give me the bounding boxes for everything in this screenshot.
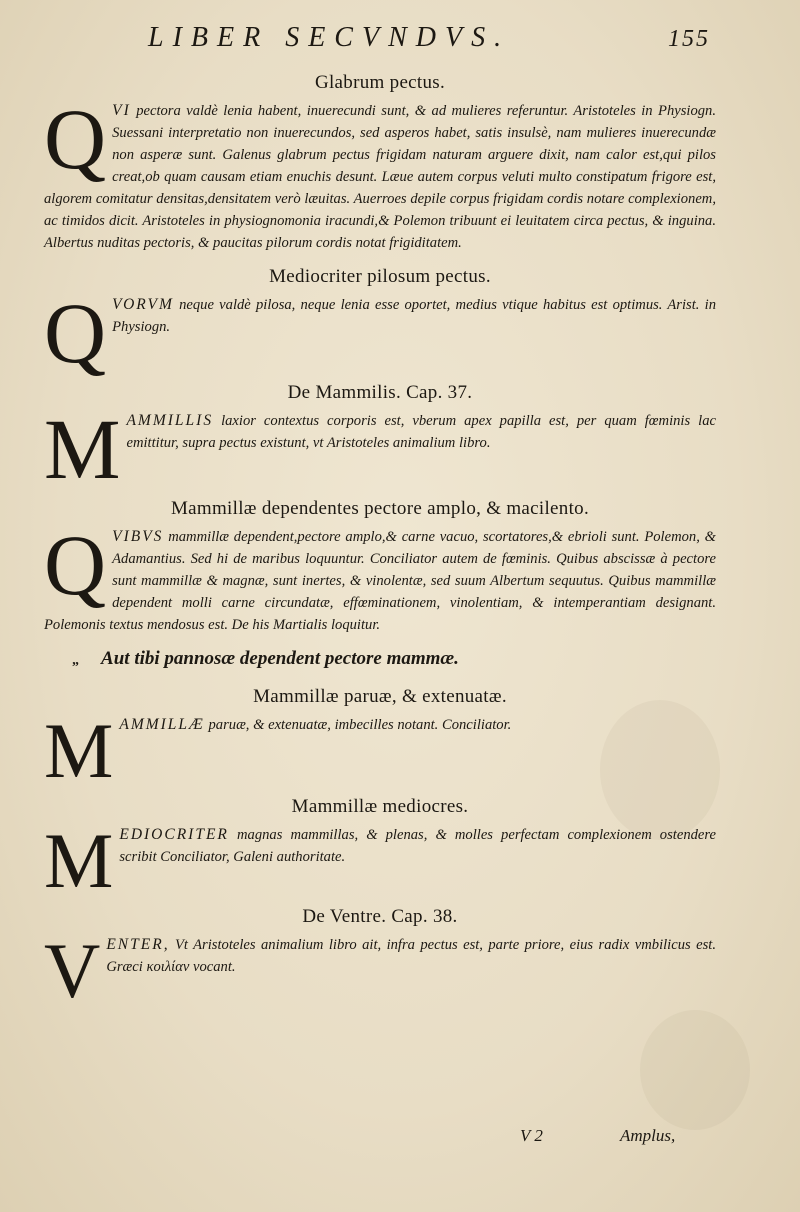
signature-mark: V 2 xyxy=(520,1126,543,1145)
paragraph-lead: VI xyxy=(112,102,131,119)
paragraph-text: Vt Aristoteles animalium libro ait, infra pectus est, parte priore, eius radix vmbilicus est. Græci κοιλίαν vocant. xyxy=(106,937,716,975)
quote-text: Aut tibi pannosæ dependent pectore mammæ. xyxy=(101,648,459,669)
paragraph-text: magnas mammillas, & plenas, & molles perfectam complexionem ostendere scribit Conciliator, Galeni authoritate. xyxy=(119,827,717,865)
page-footer xyxy=(0,1126,800,1156)
quote-mark: „ xyxy=(72,653,79,668)
paragraph-text: paruæ, & extenuatæ, imbecilles notant. Conciliator. xyxy=(208,717,512,733)
paragraph-text: laxior contextus corporis est, vberum apex papilla est, per quam fœminis lac emittitur, supra pectus existunt, vt Aristoteles animalium libro. xyxy=(126,413,716,451)
section-heading: Glabrum pectus. xyxy=(314,72,446,93)
chapter-heading: De Mammilis. Cap. 37. xyxy=(287,382,473,403)
paragraph xyxy=(44,517,716,636)
section-heading: Mediocriter pilosum pectus. xyxy=(269,266,491,287)
paragraph xyxy=(44,707,716,794)
paragraph-lead: AMMILLÆ xyxy=(119,716,205,733)
section-heading: Mammillæ mediocres. xyxy=(291,796,469,817)
drop-capital: V xyxy=(44,927,101,1014)
running-title: LIBER SECVNDVS. xyxy=(148,22,511,53)
paragraph-lead: VIBVS xyxy=(112,528,164,545)
drop-capital: Q xyxy=(44,91,107,187)
paragraph xyxy=(44,817,717,904)
paragraph-lead: VORVM xyxy=(112,296,174,313)
paragraph xyxy=(44,91,716,254)
catchword: Amplus, xyxy=(620,1126,676,1145)
paragraph-lead: ENTER, xyxy=(106,936,170,953)
running-head xyxy=(0,22,800,56)
paragraph-lead: AMMILLIS xyxy=(126,412,214,429)
drop-capital: Q xyxy=(44,285,107,381)
drop-capital: M xyxy=(44,401,121,497)
verse-quotation xyxy=(72,648,716,670)
paragraph-lead: EDIOCRITER xyxy=(119,826,229,843)
paragraph-text: neque valdè pilosa, neque lenia esse oportet, medius vtique habitus est optimus. Arist. in Physiogn. xyxy=(112,297,716,335)
page-number: 155 xyxy=(668,26,710,52)
main-text xyxy=(44,64,716,1016)
section-heading: Mammillæ dependentes pectore amplo, & macilento. xyxy=(170,498,590,519)
paragraph-text: pectora valdè lenia habent, inuerecundi sunt, & ad mulieres referuntur. Aristoteles in Physiogn. Suessani interpretatio non inuerecundos, sed asperos habet, satis insulsè, nam mulieres inuerecundæ non asperæ sunt. Galenus glabrum pectus frigidam naturam arguere dixit, nam calor est,qui pilos creat,ob quam causam etiam enuchis desunt. Læue autem corpus veluti multo constipatum frigore est, algorem comitatur densitas,densitatem verò læuitas. Auerroes depile corpus frigidam cordis notare complexionem, ac timidos dicit. Aristoteles in physiognomonia iracundi,& Polemon tribuunt ei leuitatem circa pectus, & inguina. Albertus nuditas pectoris, & paucitas pilorum cordis notat frigiditatem. xyxy=(44,103,716,251)
paragraph-text: mammillæ dependent,pectore amplo,& carne vacuo, scortatores,& ebrioli sunt. Polemon, & Adamantius. Sed hi de maribus loquuntur. Conciliator autem de fœminis. Quibus abscissæ à pectore sunt mammillæ & magnæ, sunt inertes, & vinolentæ, sed suum Albertum sequutus. Quibus mammillæ dependent molli carne circundatæ, effœminationem, vinolentiam, & intemperantiam designant. Polemonis textus mendosus est. De his Martialis loquitur. xyxy=(44,529,716,633)
drop-capital: M xyxy=(44,817,114,904)
paragraph xyxy=(44,401,716,497)
chapter-heading: De Ventre. Cap. 38. xyxy=(302,906,458,927)
section-heading: Mammillæ paruæ, & extenuatæ. xyxy=(253,686,507,707)
paragraph xyxy=(44,285,716,381)
drop-capital: Q xyxy=(44,517,107,613)
drop-capital: M xyxy=(44,707,114,794)
page-stain xyxy=(640,1010,750,1130)
paragraph xyxy=(44,927,716,1014)
